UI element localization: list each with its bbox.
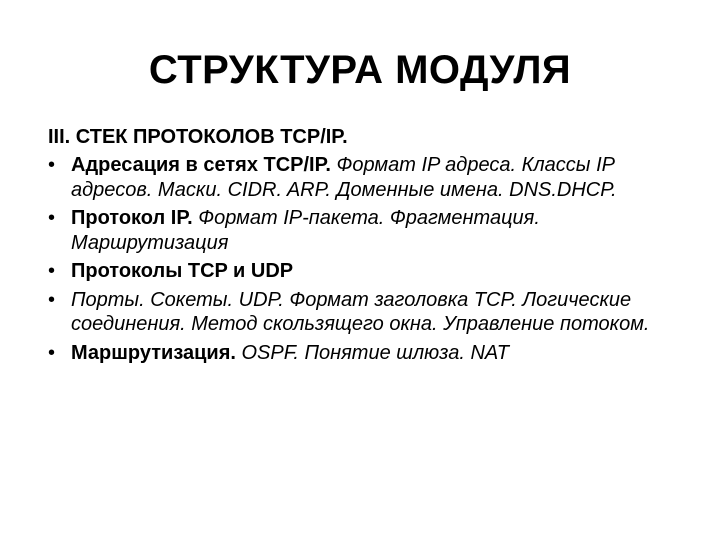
bullet-icon: • <box>48 288 56 311</box>
item-bold-text: Маршрутизация. <box>71 341 242 364</box>
item-italic-text: OSPF. Понятие шлюза. NAT <box>241 341 509 364</box>
item-italic-text: Формат IP адреса. Классы IP адресов. Маски. CIDR. ARP. Доменные имена. DNS.DHCP. <box>71 154 617 201</box>
bullet-icon: • <box>48 207 56 229</box>
bullet-icon: • <box>48 341 56 364</box>
bullet-icon: • <box>48 154 56 176</box>
item-bold-text: Протокол IP. <box>71 207 199 229</box>
item-italic-text: Формат IP-пакета. Фрагментация. Маршрутизация <box>71 207 540 254</box>
list-item-addressing <box>48 153 688 202</box>
item-bold-text: Протоколы TCP и UDP <box>71 260 294 282</box>
list-item-ports <box>48 288 688 337</box>
list-item-ip-protocol <box>48 206 688 255</box>
list-item-routing <box>48 341 688 366</box>
topic-list <box>48 153 688 369</box>
bullet-icon: • <box>48 260 56 282</box>
section-heading: III. СТЕК ПРОТОКОЛОВ TCP/IP. <box>48 126 348 148</box>
slide-title: СТРУКТУРА МОДУЛЯ <box>148 48 572 92</box>
item-italic-text: Порты. Сокеты. UDP. Формат заголовка TCP. Логические соединения. Метод скользящего окна. Управление потоком. <box>71 288 650 335</box>
list-item-tcp-udp <box>48 259 688 284</box>
item-bold-text: Адресация в сетях TCP/IP. <box>71 154 337 176</box>
